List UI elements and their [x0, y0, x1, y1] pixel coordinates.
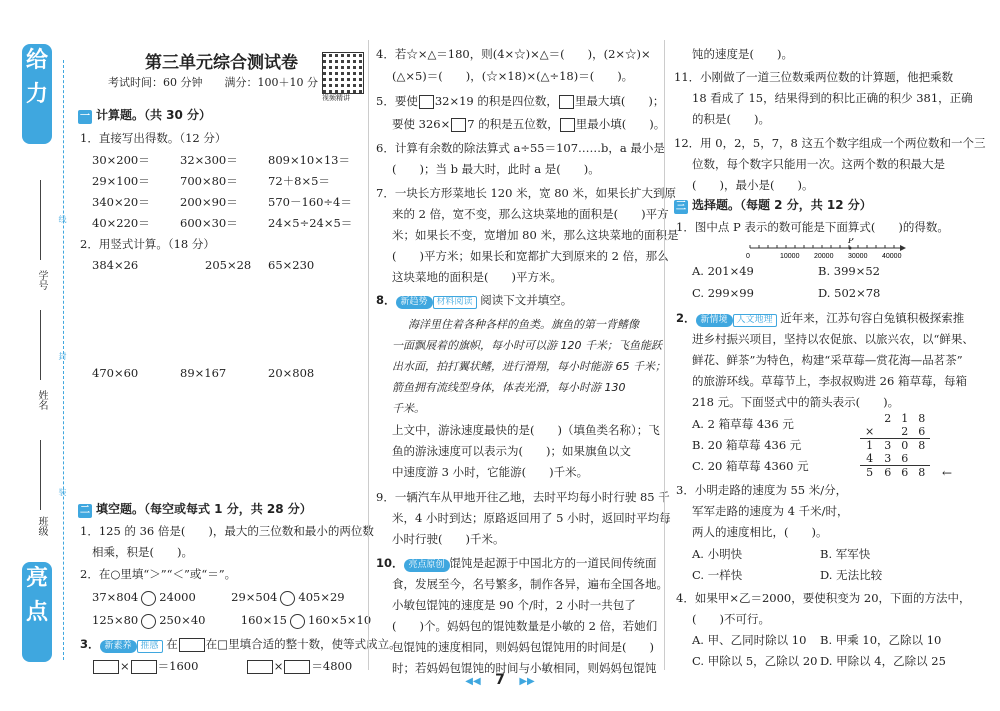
compare-circle[interactable]: [290, 614, 305, 629]
axis-arrow: [900, 245, 906, 251]
answer-box[interactable]: [560, 118, 575, 132]
section-2-heading: 二 填空题。（每空或每式 1 分，共 28 分）: [80, 502, 312, 516]
q3-3-line: 3．小明走路的速度为 55 米/分，: [676, 483, 848, 497]
option-a[interactable]: A. 甲、乙同时除以 10: [692, 633, 807, 647]
option-d[interactable]: D. 502×78: [818, 286, 881, 300]
section-1-heading: 一 计算题。（共 30 分）: [80, 108, 212, 122]
q2-7-line: 米；如果长不变，宽增加 80 米，那么这块菜地的面积是: [392, 228, 679, 242]
q2-10-line: 时；若妈妈包馄饨的时间与小敏相同，则妈妈包馄饨: [392, 661, 657, 675]
passage-line: 海洋里住着各种各样的鱼类。旗鱼的第一背鳍像: [408, 318, 639, 331]
q3-3-line: 两人的速度相比，( )。: [692, 525, 828, 539]
answer-box[interactable]: [451, 118, 466, 132]
passage-line: 千米。: [392, 402, 425, 415]
q3-2-line: 鲜花、鲜茶”为特色，构建“采草莓—赏花海—品茗茶”: [692, 353, 963, 367]
page-number: 7: [495, 672, 505, 688]
q3-4-line: 4．如果甲×乙＝2000，要使积变为 20，下面的方法中，: [676, 591, 971, 605]
q3-2-line: 进乡村振兴项目，坚持以农促旅、以旅兴农，以“鲜果、: [692, 332, 974, 346]
passage-line: 一面飘展着的旗帜，每小时可以游 120 千米；飞鱼能跃: [392, 339, 662, 352]
option-a[interactable]: A. 2 箱草莓 436 元: [692, 417, 794, 431]
q2-6-line1: 6．计算有余数的除法算式 a÷55＝107……b，a 最小是: [376, 141, 665, 155]
class-line: [40, 440, 42, 510]
cut-line: [63, 60, 64, 660]
tie-tag: 装: [58, 488, 67, 496]
q2-7-line: 7．一块长方形菜地长 120 米，宽 80 米，如果长扩大到原: [376, 186, 677, 200]
q2-10-head: 10． 亮点原创 馄饨是起源于中国北方的一道民间传统面: [376, 556, 657, 570]
axis-tick-label: 20000: [814, 253, 834, 260]
axis-tick-label: 30000: [848, 253, 868, 260]
q2-10-line: 食，发展至今，名号繁多，制作各异，遍布全国各地。: [392, 577, 668, 591]
q2-5-line2: 要使 326× 7 的积是五位数， 里最小填( )。: [392, 117, 666, 131]
q2-4-line2: (△×5)＝( )，(☆×18)×(△÷18)＝( )。: [392, 69, 634, 83]
section-3-heading: 三 选择题。（每题 2 分，共 12 分）: [676, 198, 872, 212]
top-banner: 给力: [22, 44, 52, 144]
calc-item: 200×90＝: [180, 195, 238, 209]
next-page-icon[interactable]: ▶▶: [519, 676, 535, 687]
qr-code[interactable]: [322, 52, 364, 94]
compare-circle[interactable]: [280, 591, 295, 606]
q2-11-line: 11．小刚做了一道三位数乘两位数的计算题，他把乘数: [674, 70, 954, 84]
seal-tag: 封: [58, 352, 67, 360]
class-label: 班级: [36, 516, 47, 536]
number-line: [740, 238, 910, 260]
q2-9-line: 小时行驶( )千米。: [392, 532, 505, 546]
option-c[interactable]: C. 299×99: [692, 286, 754, 300]
axis-tick-label: 0: [746, 253, 750, 260]
option-b[interactable]: B. 甲乘 10，乙除以 10: [820, 633, 942, 647]
arrow-left-icon: ←: [942, 466, 953, 480]
q2-12-line: ( )，最小是( )。: [692, 178, 814, 192]
axis-labels: [746, 253, 902, 260]
q3-2-head: 2． 新情境 人文地理 近年来，江苏句容白兔镇积极探索推: [676, 311, 965, 325]
compare-row-2: 125×80 250×40 160×15 160×5×10: [92, 613, 372, 627]
answer-box[interactable]: [179, 638, 205, 652]
calc-item: 30×200＝: [92, 153, 150, 167]
option-d[interactable]: D. 无法比较: [820, 568, 883, 582]
name-line: [40, 310, 42, 380]
line-tag: 线: [58, 215, 67, 223]
option-c[interactable]: C. 甲除以 5，乙除以 20: [692, 654, 818, 668]
q1-1: 1．直接写出得数。（12 分）: [80, 131, 227, 145]
answer-box[interactable]: [559, 95, 574, 109]
calc-item: 340×20＝: [92, 195, 150, 209]
q2-1-line2: 相乘，积是( )。: [92, 545, 193, 559]
q3-3-line: 军军走路的速度为 4 千米/时，: [692, 504, 849, 518]
qr-label: 视频精讲: [322, 94, 350, 102]
id-line: [40, 180, 42, 260]
option-b[interactable]: B. 399×52: [818, 264, 880, 278]
vertical-calc-item: 20×808: [268, 366, 315, 380]
option-c[interactable]: C. 20 箱草莓 4360 元: [692, 459, 809, 473]
axis-tick-label: 40000: [882, 253, 902, 260]
point-p: [849, 247, 852, 250]
calc-item: 700×80＝: [180, 174, 238, 188]
q2-3-equations: × ＝1600 × ＝4800: [92, 658, 352, 674]
calc-item: 29×100＝: [92, 174, 150, 188]
axis-tick-label: 10000: [780, 253, 800, 260]
q2-8-fill: 鱼的游泳速度可以表示为( )；如果旗鱼以文: [392, 444, 631, 458]
q3-4-line: ( )不可行。: [692, 612, 770, 626]
passage-line: 出水面，拍打翼状鳍，进行滑翔，每小时能游 65 千米；: [392, 360, 666, 373]
q2-10-end: 饨的速度是( )。: [692, 47, 793, 61]
q3-2-line: 的旅游环线。草莓节上，李叔叔购进 26 箱草莓，每箱: [692, 374, 967, 388]
option-a[interactable]: A. 小明快: [692, 547, 743, 561]
option-c[interactable]: C. 一样快: [692, 568, 743, 582]
q2-9-line: 9．一辆汽车从甲地开往乙地，去时平均每小时行驶 85 千: [376, 490, 670, 504]
answer-box[interactable]: [419, 95, 434, 109]
option-b[interactable]: B. 20 箱草莓 436 元: [692, 438, 802, 452]
q2-7-line: ( )平方米；如果长和宽都扩大到原来的 2 倍，那么: [392, 249, 669, 263]
q1-2: 2．用竖式计算。（18 分）: [80, 237, 215, 251]
compare-circle[interactable]: [141, 614, 156, 629]
q2-8-fill: 上文中，游泳速度最快的是( )（填鱼类名称）；飞: [392, 423, 660, 437]
binding-strip: [0, 0, 78, 711]
page-title: 第三单元综合测试卷: [145, 53, 298, 73]
option-a[interactable]: A. 201×49: [692, 264, 754, 278]
vertical-calc-item: 470×60: [92, 366, 139, 380]
student-number-label: 学号: [36, 270, 47, 290]
name-label: 姓名: [36, 390, 47, 410]
vertical-calc-item: 384×26: [92, 258, 139, 272]
q2-10-line: 小敏包馄饨的速度是 90 个/时，2 小时一共包了: [392, 598, 636, 612]
q2-9-line: 米，4 小时到达；原路返回用了 5 小时，返回时平均每: [392, 511, 671, 525]
vertical-calc-item: 89×167: [180, 366, 227, 380]
passage-line: 箭鱼拥有流线型身体，体表光滑，每小时游 130: [392, 381, 626, 394]
point-p-label: P: [848, 238, 854, 245]
axis-ticks: [750, 245, 894, 250]
q2-2: 2．在○里填“＞”“＜”或“＝”。: [80, 567, 237, 581]
q2-3: 3． 新素养 推感 在 在□里填合适的整十数，使等式成立。: [80, 637, 401, 651]
q2-7-line: 来的 2 倍，宽不变，那么这块菜地的面积是( )平方: [392, 207, 669, 221]
q2-12-line: 位数，每个数字只能用一次。这两个数的积最大是: [692, 157, 945, 171]
prev-page-icon[interactable]: ◀◀: [465, 676, 481, 687]
bottom-banner: 亮点: [22, 562, 52, 662]
calc-item: 570－160÷4＝: [268, 195, 352, 209]
q2-8-fill: 中速度游 3 小时，它能游( )千米。: [392, 465, 589, 479]
compare-row-1: 37×804 24000 29×504 405×29: [92, 590, 345, 604]
q2-4-line1: 4．若☆×△＝180，则(4×☆)×△＝( )，(2×☆)×: [376, 47, 651, 61]
compare-circle[interactable]: [141, 591, 156, 606]
exam-info: 考试时间：60 分钟 满分：100＋10 分: [108, 76, 318, 89]
column-divider: [368, 40, 369, 670]
calc-item: 72＋8×5＝: [268, 174, 330, 188]
vertical-calc-item: 205×28: [205, 258, 252, 272]
vertical-calc-table: 2 1 8 × 2 6 1 3 0 8 4 3 6 5 6 6 8: [860, 412, 930, 479]
q2-8-head: 8． 新趋势 材料阅读 阅读下文并填空。: [376, 293, 573, 307]
column-divider: [664, 40, 665, 670]
vertical-multiplication: [860, 412, 930, 479]
q2-12-line: 12．用 0，2，5，7，8 这五个数字组成一个两位数和一个三: [674, 136, 986, 150]
q2-11-line: 的积是( )。: [692, 112, 770, 126]
q2-5-line1: 5．要使 32×19 的积是四位数， 里最大填( )；: [376, 94, 665, 108]
calc-item: 24×5÷24×5＝: [268, 216, 353, 230]
q2-11-line: 18 看成了 15，结果得到的积比正确的积少 381，正确: [692, 91, 973, 105]
page-footer: [0, 672, 1000, 688]
q2-10-line: 包馄饨的速度相同，则妈妈包馄饨用的时间是( ): [392, 640, 654, 654]
calc-item: 40×220＝: [92, 216, 150, 230]
calc-item: 600×30＝: [180, 216, 238, 230]
vertical-calc-item: 65×230: [268, 258, 315, 272]
option-d[interactable]: D. 甲除以 4，乙除以 25: [820, 654, 946, 668]
option-b[interactable]: B. 军军快: [820, 547, 871, 561]
q2-7-line: 这块菜地的面积是( )平方米。: [392, 270, 562, 284]
calc-item: 809×10×13＝: [268, 153, 350, 167]
q3-2-line: 218 元。下面竖式中的箭头表示( )。: [692, 395, 900, 409]
calc-item: 32×300＝: [180, 153, 238, 167]
q2-1-line1: 1．125 的 36 倍是( )，最大的三位数和最小的两位数: [80, 524, 374, 538]
q2-6-line2: ( )；当 b 最大时，此时 a 是( )。: [392, 162, 600, 176]
q3-1: 1．图中点 P 表示的数可能是下面算式( )的得数。: [676, 220, 949, 234]
q2-10-line: ( )个。妈妈包的馄饨数量是小敏的 2 倍，若她们: [392, 619, 658, 633]
